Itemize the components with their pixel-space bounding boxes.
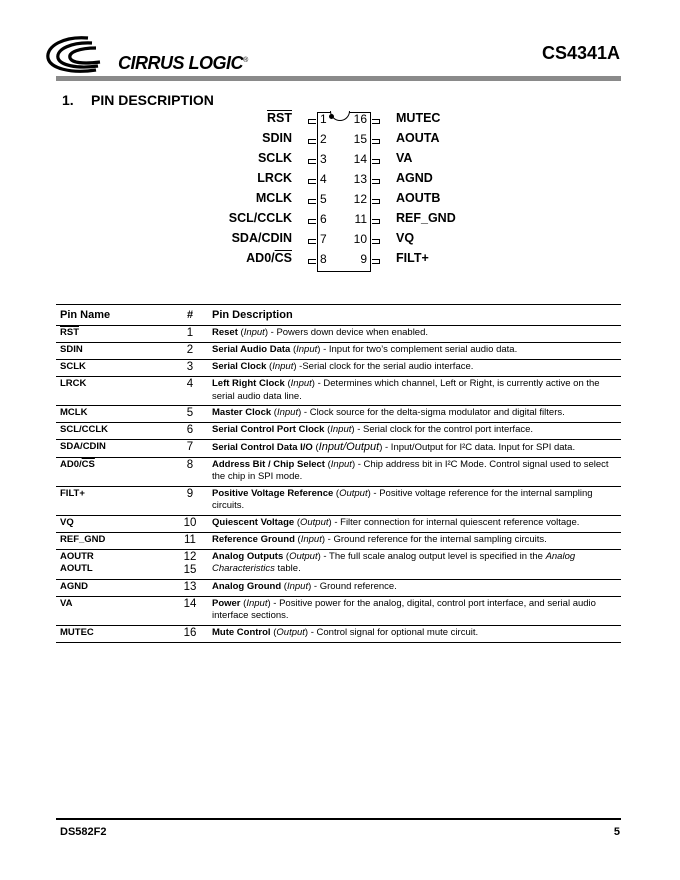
pin-label-overline: $\overline{CS}$ [274,251,292,265]
pin-number-cell: 6 [172,423,208,440]
pin-io-type: Input [243,327,265,338]
pin-description-table [56,304,621,643]
pin-number-cell: 13 [172,579,208,596]
pin-function-title: Mute Control [212,626,271,638]
pin-name: $AD0/\overline{CS}$ [60,458,95,470]
pin-label: FILT+ [396,251,429,265]
logo-wordmark: CIRRUS LOGIC® [118,53,248,73]
pin-description-cell: Mute Control (Output) - Control signal for optional mute circuit. [208,625,621,642]
pin-function-title: Serial Clock [212,361,267,372]
pin-name: MCLK [60,407,88,418]
pin-function-title: Reset [212,327,238,338]
pin-stub [308,159,316,164]
pin-number: 8 [320,252,327,266]
pin-label: AOUTA [396,131,440,145]
pin-name: SCLK [60,361,86,372]
pin-function-title: Address Bit / Chip Select [212,458,325,470]
pin-stub [372,239,380,244]
table-row [56,596,621,625]
pin-function-title: Master Clock [212,407,272,418]
pin-function-title: Power [212,597,241,609]
pin-number-cell: 16 [172,625,208,642]
pin-name-cell [56,457,172,486]
pin-io-type: Input [246,597,268,609]
pin-name-cell [56,532,172,549]
pin-stub [372,119,380,124]
header-divider [56,76,621,81]
pin-number-cell: 12 15 [172,549,208,579]
pin-io-type: Input [276,407,299,418]
pin-stub [308,179,316,184]
pin-label-text: $\overline{RST}$ [267,111,292,125]
cirrus-logic-logo [42,32,248,80]
pin-description-text: - Input/Output for I²C data. Input for SPI data. [382,442,576,453]
pin-stub [308,259,316,264]
pin-number-cell: 2 [172,343,208,360]
pin-number-cell: 11 [172,532,208,549]
pin-description-text: - Positive voltage reference for the internal sampling circuits. [212,487,593,511]
pin-label-text: MCLK [255,191,292,205]
pin-number: 14 [353,152,367,166]
pin-description-cell: Serial Audio Data (Input) - Input for two’s complement serial audio data. [208,343,621,360]
pin-description-cell: Analog Outputs (Output) - The full scale analog output level is specified in the Analog Characteristics table. [208,549,621,579]
pin-number: 5 [320,192,327,206]
pin-description-cell: Analog Ground (Input) - Ground reference. [208,579,621,596]
pin-description-text: - Ground reference for the internal sampling circuits. [325,533,547,545]
pin-number: 13 [353,172,367,186]
pin-description-text: - Clock source for the delta-sigma modulator and digital filters. [301,407,565,418]
pin-stub [308,139,316,144]
pin-stub [372,259,380,264]
pin-label: VQ [396,231,415,245]
pin-label [257,171,292,185]
pin-name-cell [56,343,172,360]
pin-description-text: - Serial clock for the control port interface. [354,424,534,435]
pin-number: 10 [353,232,367,246]
pin-io-type: Input [272,361,294,372]
pin-number: 6 [320,212,327,226]
pin-stub [372,199,380,204]
pin-name-cell [56,549,172,579]
table-row [56,440,621,458]
pin-function-title: Reference Ground [212,533,295,545]
pin-stub [308,199,316,204]
table-row [56,343,621,360]
pin-number: 4 [320,172,327,186]
pin-description-cell: Master Clock (Input) - Clock source for the delta-sigma modulator and digital filters. [208,406,621,423]
pin-stub [372,219,380,224]
part-number: CS4341A [541,43,620,63]
pin-number-cell: 4 [172,377,208,406]
table-body [56,326,621,643]
pin-stub [308,119,316,124]
pin-stub [372,179,380,184]
pin-io-type: Input [290,378,312,389]
pin-number-cell: 10 [172,515,208,532]
col-header-number: # [172,305,208,326]
col-header-description: Pin Description [208,305,621,326]
pin-io-type: Input [286,580,309,592]
pin-number: 1 [320,112,327,126]
table-row [56,326,621,343]
pin-function-title: Serial Control Data I/O [212,442,313,453]
pin-io-type: Output [276,626,305,638]
col-header-pin-name: Pin Name [56,305,172,326]
pin-io-type: Input [330,424,352,435]
pin-number-cell: 1 [172,326,208,343]
page-number: 5 [613,826,620,838]
pin-function-title: Serial Audio Data [212,344,291,355]
table-header-row [56,305,621,326]
pin-label [229,211,292,225]
pin-number: 2 [320,132,327,146]
pin-name-cell [56,486,172,515]
pin-io-type: Output [339,487,368,499]
pin-description-cell: Left Right Clock (Input) - Determines which channel, Left or Right, is currently active on the serial audio data line. [208,377,621,406]
pin-label: VA [396,151,413,165]
pin-number-cell: 9 [172,486,208,515]
pin-function-title: Left Right Clock [212,378,285,389]
pin-number: 16 [353,112,367,126]
pin-name: VA [60,597,73,609]
pin-name: SDA/CDIN [60,441,106,452]
pin-label-text: SDIN [262,131,292,145]
pin1-marker-icon [329,114,334,119]
pin-description-text: - Ground reference. [311,580,397,592]
pin-description-text: - Filter connection for internal quiescent reference voltage. [331,516,580,528]
pin-name-cell [56,423,172,440]
cirrus-logo-mark-icon [42,32,122,80]
table-row [56,406,621,423]
doc-reference: Analog Characteristics [212,550,576,574]
pin-description-cell: Power (Input) - Positive power for the analog, digital, control port interface, and serial audio interface sections. [208,596,621,625]
table-row [56,360,621,377]
section-title: PIN DESCRIPTION [91,92,214,108]
pin-label: AGND [396,171,433,185]
pin-label-text: LRCK [257,171,292,185]
pin-description-cell: Positive Voltage Reference (Output) - Positive voltage reference for the internal sampling circuits. [208,486,621,515]
table-row [56,377,621,406]
pin-label: AOUTB [396,191,441,205]
pin-label-text: SDA/CDIN [231,231,292,245]
pin-label [262,131,292,145]
pin-description-cell: Reset (Input) - Powers down device when enabled. [208,326,621,343]
pin-name-cell [56,360,172,377]
pin-description-text: -Serial clock for the serial audio interface. [296,361,474,372]
pin-label-text: SCL/CCLK [228,211,292,225]
pin-label: MUTEC [396,111,441,125]
section-heading [62,92,214,108]
table-row [56,486,621,515]
footer-divider [56,818,621,820]
pin-number-cell: 3 [172,360,208,377]
pin-label-text: SCLK [257,151,292,165]
pin-io-type: Input [330,458,352,470]
pin-name-cell [56,596,172,625]
pin-stub [372,139,380,144]
pin-name: MUTEC [60,626,94,638]
pin-io-type: Input/Output [318,441,380,453]
pin-name: AOUTL [60,563,93,574]
pin-number: 15 [353,132,367,146]
pin-name: VQ [60,516,74,528]
pin-name: LRCK [60,378,87,389]
table-row [56,423,621,440]
pin-name: AOUTR [60,550,94,562]
pin-description-text: - The full scale analog output level is specified in the Analog Characteristics table. [212,550,576,574]
pin-label [258,151,292,165]
pin-name: SCL/CCLK [60,424,109,435]
pin-label [232,231,292,245]
pin-description-cell: Address Bit / Chip Select (Input) - Chip address bit in I²C Mode. Control signal used to select the chip in SPI mode. [208,457,621,486]
pin-description-text: - Control signal for optional mute circuit. [308,626,479,638]
pin-number: 7 [320,232,327,246]
pin-name: $\overline{RST}$ [60,327,79,338]
pin-description-text: - Input for two’s complement serial audio data. [320,344,518,355]
table-row [56,515,621,532]
table-row [56,579,621,596]
table-row [56,532,621,549]
pin-number: 12 [353,192,367,206]
pin-function-title: Analog Ground [212,580,282,592]
pin-name: REF_GND [60,533,106,545]
pin-stub [308,219,316,224]
pin-description-text: - Powers down device when enabled. [268,327,429,338]
pin-function-title: Serial Control Port Clock [212,424,325,435]
table-row [56,549,621,579]
pin-name: SDIN [60,344,83,355]
pin-label-text: AD0/ [246,251,275,265]
table-row [56,625,621,642]
pin-description-cell: Serial Control Data I/O (Input/Output) - Input/Output for I²C data. Input for SPI data. [208,440,621,458]
pin-name-overline: $\overline{CS}$ [81,458,95,470]
pin-name-cell [56,406,172,423]
pin-name-cell [56,515,172,532]
pin-number: 9 [360,252,367,266]
pin-name-cell [56,440,172,458]
table-row [56,457,621,486]
pin-label [256,191,292,205]
pin-description-cell: Serial Control Port Clock (Input) - Serial clock for the control port interface. [208,423,621,440]
pin-description-text: - Determines which channel, Left or Right, is currently active on the serial audio data line. [212,378,600,402]
pin-name: FILT+ [60,487,85,499]
pin-number-cell: 8 [172,457,208,486]
pin-description-text: - Chip address bit in I²C Mode. Control signal used to select the chip in SPI mode. [212,458,609,482]
pin-number-cell: 5 [172,406,208,423]
pin-name-cell [56,625,172,642]
pin-name-cell [56,579,172,596]
pin-description-text: - Positive power for the analog, digital, control port interface, and serial audio interface sections. [212,597,596,621]
pin-name-cell [56,377,172,406]
pin-description-cell: Reference Ground (Input) - Ground reference for the internal sampling circuits. [208,532,621,549]
pin-label [246,251,292,265]
pin-number: 11 [354,212,367,226]
pin-number-cell: 7 [172,440,208,458]
pin-name-cell [56,326,172,343]
pin-number: 3 [320,152,327,166]
pin-io-type: Output [300,516,329,528]
pin-io-type: Output [289,550,318,562]
pin-name: AGND [60,580,88,592]
pin-description-cell: Serial Clock (Input) -Serial clock for the serial audio interface. [208,360,621,377]
pin-description-cell: Quiescent Voltage (Output) - Filter connection for internal quiescent reference voltage. [208,515,621,532]
pin-stub [308,239,316,244]
pin-label [267,111,292,125]
pin-function-title: Quiescent Voltage [212,516,295,528]
pin-number-cell: 14 [172,596,208,625]
pin-io-type: Input [300,533,322,545]
section-number: 1. [62,92,74,108]
pin-label: REF_GND [396,211,456,225]
pin-function-title: Positive Voltage Reference [212,487,334,499]
pin-function-title: Analog Outputs [212,550,284,562]
pin-io-type: Input [296,344,318,355]
document-id: DS582F2 [60,826,107,838]
pin-stub [372,159,380,164]
